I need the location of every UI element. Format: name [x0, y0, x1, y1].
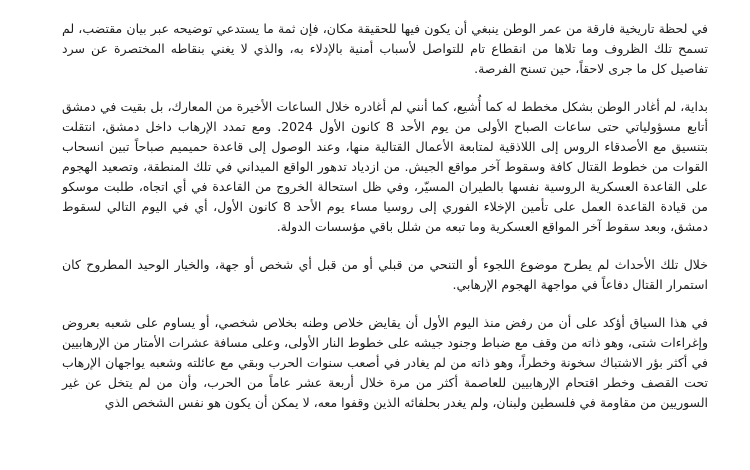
paragraph-context: في هذا السياق أؤكد على أن من رفض منذ اليوم الأول أن يقايض خلاص وطنه بخلاص شخصي، أو يساوم على شعبه بعروض وإغراءات شتى، وهو ذاته من وقف مع ضباط وجنود جيشه على خطوط النار الأولى، وعلى مسافة عشرات الأمتار من الإرهابيين في أكثر بؤر الاشتباك سخونة وخطراً، وهو ذاته من لم يغادر في أصعب سنوات الحرب وبقي مع عائلته وشعبه يواجهان الإرهاب تحت القصف وخطر اقتحام الإرهابيين للعاصمة أكثر من مرة خلال أربعة عشر عاماً من الحرب، وأن من لم يتخل عن غير السوريين من مقاومة في فلسطين ولبنان، ولم يغدر بحلفائه الذين وقفوا معه، لا يمكن أن يكون هو نفس الشخص الذي [62, 315, 708, 410]
paragraph-introduction: في لحظة تاريخية فارقة من عمر الوطن ينبغي أن يكون فيها للحقيقة مكان، فإن ثمة ما يستدعي توضيحه عبر بيان مقتضب، لم تسمح تلك الظروف وما تلاها من انقطاع تام للتواصل لأسباب أمنية بالإدلاء به، والذي لا يغني بنقاطه المختصرة عن سرد تفاصيل كل ما جرى لاحقاً، حين تسنح الفرصة. [62, 21, 708, 76]
paragraph-departure-account: بداية، لم أغادر الوطن بشكل مخطط له كما أُشيع، كما أنني لم أغادره خلال الساعات الأخيرة من المعارك، بل بقيت في دمشق أتابع مسؤولياتي حتى ساعات الصباح الأولى من يوم الأحد 8 كانون الأول 2024. ومع تمدد الإرهاب داخل دمشق، انتقلت بتنسيق مع الأصدقاء الروس إلى اللاذقية لمتابعة الأعمال القتالية منها، وعند الوصول إلى قاعدة حميميم صباحاً تبين انسحاب القوات من خطوط القتال كافة وسقوط آخر مواقع الجيش. من ازدياد تدهور الواقع الميداني في تلك المنطقة، وتصعيد الهجوم على القاعدة العسكرية الروسية نفسها بالطيران المسيّر، وفي ظل استحالة الخروج من القاعدة في أي اتجاه، طلبت موسكو من قيادة القاعدة العمل على تأمين الإخلاء الفوري إلى روسيا مساء يوم الأحد 8 كانون الأول، أي في اليوم التالي لسقوط دمشق، وبعد سقوط آخر المواقع العسكرية وما تبعه من شلل باقي مؤسسات الدولة. [62, 99, 708, 234]
paragraph-no-asylum: خلال تلك الأحداث لم يطرح موضوع اللجوء أو التنحي من قبلي أو من قبل أي شخص أو جهة، والخيار الوحيد المطروح كان استمرار القتال دفاعاً في مواجهة الهجوم الإرهابي. [62, 257, 708, 292]
document-body [62, 0, 708, 431]
paragraph-opening-fragment [62, 0, 708, 1]
